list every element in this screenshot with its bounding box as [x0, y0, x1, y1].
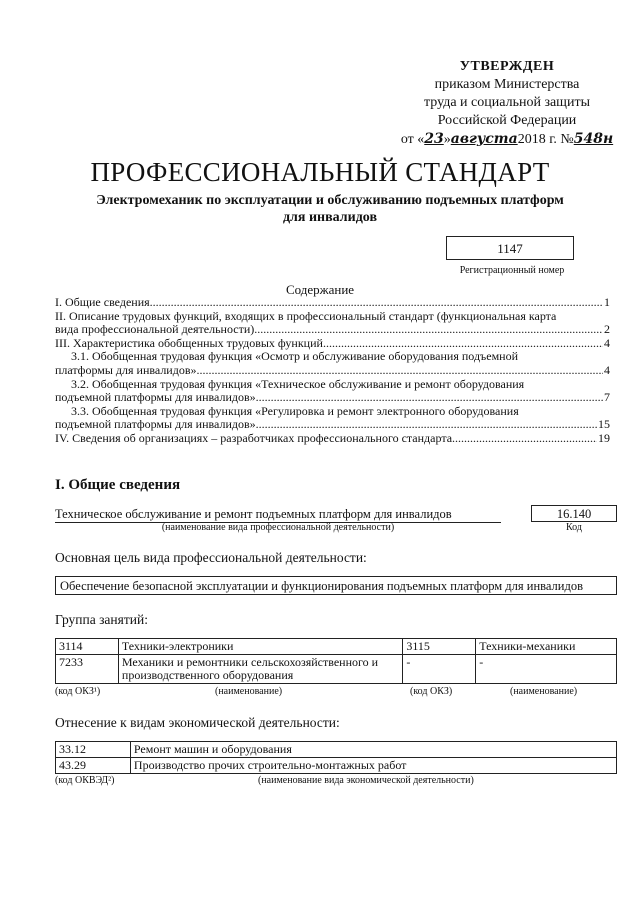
toc-item[interactable]: I. Общие сведения ..... 1 — [55, 296, 610, 310]
table-of-contents — [55, 296, 610, 446]
toc-item[interactable]: 3.3. Обобщенная трудовая функция «Регулировка и ремонт электронного оборудования подъемной платформы для инвалидов» ..... 15 — [55, 405, 610, 432]
econ-caption-code: (код ОКВЭД²) — [55, 775, 115, 786]
toc-item[interactable]: 3.2. Обобщенная трудовая функция «Техническое обслуживание и ремонт оборудования подъемной платформы для инвалидов» ..... 7 — [55, 378, 610, 405]
activity-name: Техническое обслуживание и ремонт подъемных платформ для инвалидов — [55, 507, 501, 523]
approval-line-1: приказом Министерства — [434, 77, 580, 92]
toc-page: 15 — [598, 417, 610, 432]
approval-month: августа — [450, 131, 518, 147]
toc-page: 4 — [604, 335, 610, 350]
econ-label: Отнесение к видам экономической деятельности: — [55, 715, 340, 730]
table-row: 43.29 Производство прочих строительно-монтажных работ — [56, 758, 617, 774]
table-row: 3114 Техники-электроники 3115 Техники-механики — [56, 639, 617, 655]
occupations-table — [55, 638, 617, 684]
approval-from: от « — [400, 132, 425, 147]
occ-caption-code: (код ОКЗ¹) — [55, 686, 101, 697]
document-title: ПРОФЕССИОНАЛЬНЫЙ СТАНДАРТ — [90, 157, 550, 187]
approval-title: УТВЕРЖДЕН — [459, 59, 555, 74]
approval-line-2: труда и социальной защиты — [424, 95, 590, 110]
toc-item[interactable]: IV. Сведения об организациях – разработчиках профессионального стандарта ..... 19 — [55, 432, 610, 446]
document-subtitle — [60, 192, 600, 226]
approval-day: 23 — [424, 131, 444, 147]
approval-number: 548н — [573, 131, 614, 147]
section-heading: I. Общие сведения — [55, 477, 181, 493]
registration-label: Регистрационный номер — [459, 265, 565, 276]
toc-heading: Содержание — [285, 282, 355, 297]
goal-box: Обеспечение безопасной эксплуатации и функционирования подъемных платформ для инвалидов — [55, 576, 617, 595]
approval-year: 2018 г. № — [517, 132, 574, 147]
approval-quote-close: » — [443, 132, 451, 147]
toc-page: 19 — [598, 430, 610, 445]
subtitle-line-1: Электромеханик по эксплуатации и обслуживанию подъемных платформ — [96, 193, 564, 208]
econ-caption-name: (наименование вида экономической деятельности) — [258, 775, 474, 786]
occ-caption-code-2: (код ОКЗ) — [410, 686, 453, 697]
toc-item[interactable]: 3.1. Обобщенная трудовая функция «Осмотр и обслуживание оборудования подъемной платформы для инвалидов» ..... 4 — [55, 350, 610, 377]
toc-page: 7 — [604, 390, 610, 405]
approval-line-3: Российской Федерации — [437, 113, 577, 128]
toc-page: 2 — [604, 322, 610, 337]
approval-date-line — [392, 130, 622, 149]
subtitle-line-2: для инвалидов — [282, 210, 378, 225]
econ-table — [55, 741, 617, 774]
toc-item[interactable]: III. Характеристика обобщенных трудовых функций ..... 4 — [55, 337, 610, 351]
toc-item[interactable]: II. Описание трудовых функций, входящих в профессиональный стандарт (функциональная карта вида профессиональной деятельности) ..... 2 — [55, 310, 610, 337]
code-caption: Код — [566, 522, 582, 533]
registration-number-box: 1147 — [446, 236, 574, 260]
activity-code: 16.140 — [531, 505, 617, 522]
toc-page: 1 — [604, 295, 610, 309]
approval-block — [392, 58, 622, 149]
occ-caption-name-2: (наименование) — [510, 686, 578, 697]
table-row: 7233 Механики и ремонтники сельскохозяйственного и производственного оборудования - - — [56, 655, 617, 684]
table-row: 33.12 Ремонт машин и оборудования — [56, 742, 617, 758]
goal-label: Основная цель вида профессиональной деятельности: — [55, 550, 367, 565]
occ-caption-name: (наименование) — [215, 686, 283, 697]
activity-caption: (наименование вида профессиональной деятельности) — [161, 522, 395, 533]
occupations-label: Группа занятий: — [55, 612, 148, 627]
toc-page: 4 — [604, 362, 610, 377]
